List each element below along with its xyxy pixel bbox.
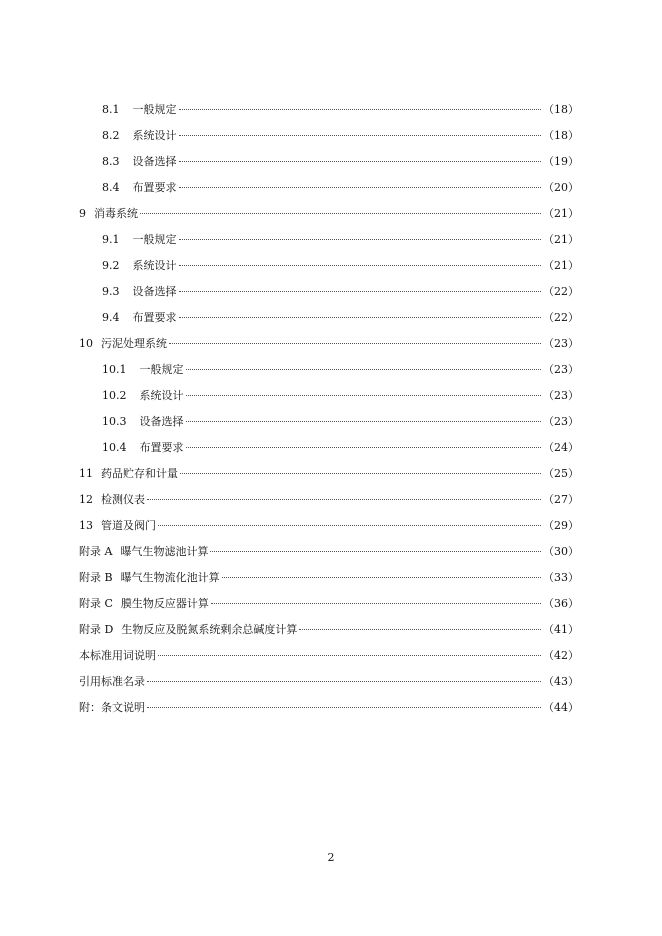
toc-entry-title: 药品贮存和计量 xyxy=(101,467,178,480)
toc-entry-title: 曝气生物滤池计算 xyxy=(120,545,209,558)
toc-entry-number: 9.4 xyxy=(102,311,120,324)
table-of-contents xyxy=(79,100,579,724)
toc-entry[interactable] xyxy=(79,126,579,152)
dot-leader xyxy=(210,550,541,552)
toc-entry[interactable] xyxy=(79,152,579,178)
toc-entry-page: （18） xyxy=(543,129,579,142)
toc-entry[interactable] xyxy=(79,282,579,308)
toc-entry-title: 引用标准名录 xyxy=(79,675,145,688)
toc-entry[interactable] xyxy=(79,464,579,490)
toc-entry-number: 8.4 xyxy=(102,181,120,194)
toc-entry[interactable] xyxy=(79,308,579,334)
toc-entry-number: 9.3 xyxy=(102,285,120,298)
toc-entry-number: 10.1 xyxy=(102,363,127,376)
toc-entry-page: （43） xyxy=(543,675,579,688)
toc-entry-page: （18） xyxy=(543,103,579,116)
toc-entry-number: 8.1 xyxy=(102,103,120,116)
dot-leader xyxy=(147,706,541,708)
toc-entry-title: 设备选择 xyxy=(132,155,177,168)
toc-entry-title: 设备选择 xyxy=(132,285,177,298)
toc-entry[interactable] xyxy=(79,256,579,282)
toc-entry-number: 9.2 xyxy=(102,259,120,272)
toc-entry-number: 8.2 xyxy=(102,129,120,142)
toc-entry-page: （21） xyxy=(543,233,579,246)
toc-entry[interactable] xyxy=(79,334,579,360)
dot-leader xyxy=(299,628,541,630)
toc-entry[interactable] xyxy=(79,698,579,724)
toc-entry[interactable] xyxy=(79,568,579,594)
toc-entry-number: 附录 A xyxy=(79,545,113,558)
toc-entry[interactable] xyxy=(79,646,579,672)
dot-leader xyxy=(186,394,542,396)
toc-entry-title: 系统设计 xyxy=(132,259,177,272)
toc-entry[interactable] xyxy=(79,490,579,516)
dot-leader xyxy=(158,654,541,656)
toc-entry-title: 一般规定 xyxy=(139,363,184,376)
toc-entry[interactable] xyxy=(79,516,579,542)
toc-entry-title: 检测仪表 xyxy=(101,493,145,506)
toc-entry-title: 生物反应及脱氮系统剩余总碱度计算 xyxy=(121,623,298,636)
dot-leader xyxy=(222,576,541,578)
dot-leader xyxy=(179,134,542,136)
toc-entry-title: 布置要求 xyxy=(139,441,184,454)
toc-entry-number: 12 xyxy=(79,493,93,506)
dot-leader xyxy=(140,212,541,214)
toc-entry[interactable] xyxy=(79,542,579,568)
toc-entry-page: （25） xyxy=(543,467,579,480)
toc-entry[interactable] xyxy=(79,230,579,256)
dot-leader xyxy=(186,446,542,448)
toc-entry-page: （44） xyxy=(543,701,579,714)
toc-entry-number: 附录 B xyxy=(79,571,113,584)
toc-entry-page: （23） xyxy=(543,363,579,376)
toc-entry-number: 附录 C xyxy=(79,597,113,610)
dot-leader xyxy=(211,602,541,604)
toc-entry-title: 布置要求 xyxy=(132,311,177,324)
toc-entry-page: （19） xyxy=(543,155,579,168)
toc-entry-page: （33） xyxy=(543,571,579,584)
toc-entry-number: 10.4 xyxy=(102,441,127,454)
toc-entry-number: 附录 D xyxy=(79,623,114,636)
dot-leader xyxy=(169,342,541,344)
toc-entry-page: （23） xyxy=(543,337,579,350)
toc-entry-title: 污泥处理系统 xyxy=(101,337,167,350)
dot-leader xyxy=(147,498,541,500)
toc-entry-page: （22） xyxy=(543,285,579,298)
dot-leader xyxy=(158,524,541,526)
toc-entry-page: （36） xyxy=(543,597,579,610)
toc-entry-page: （22） xyxy=(543,311,579,324)
toc-entry-page: （23） xyxy=(543,389,579,402)
page-number: 2 xyxy=(327,851,335,864)
dot-leader xyxy=(179,160,542,162)
toc-entry[interactable] xyxy=(79,672,579,698)
toc-entry-title: 系统设计 xyxy=(139,389,184,402)
toc-entry-page: （27） xyxy=(543,493,579,506)
toc-entry[interactable] xyxy=(79,438,579,464)
toc-entry-number: 8.3 xyxy=(102,155,120,168)
toc-entry[interactable] xyxy=(79,412,579,438)
toc-entry-number: 11 xyxy=(79,467,93,480)
toc-entry-page: （30） xyxy=(543,545,579,558)
toc-entry-number: 10 xyxy=(79,337,93,350)
toc-entry-title: 一般规定 xyxy=(132,103,177,116)
toc-entry-number: 9.1 xyxy=(102,233,120,246)
toc-entry-number: 10.3 xyxy=(102,415,127,428)
toc-entry-page: （23） xyxy=(543,415,579,428)
dot-leader xyxy=(179,108,542,110)
toc-entry[interactable] xyxy=(79,360,579,386)
dot-leader xyxy=(147,680,541,682)
dot-leader xyxy=(186,368,542,370)
dot-leader xyxy=(179,264,542,266)
toc-entry-page: （21） xyxy=(543,207,579,220)
toc-entry-title: 膜生物反应器计算 xyxy=(120,597,209,610)
toc-entry[interactable] xyxy=(79,386,579,412)
toc-entry-page: （20） xyxy=(543,181,579,194)
toc-entry-title: 布置要求 xyxy=(132,181,177,194)
toc-entry-title: 曝气生物流化池计算 xyxy=(120,571,220,584)
dot-leader xyxy=(180,472,541,474)
toc-entry-title: 本标准用词说明 xyxy=(79,649,156,662)
dot-leader xyxy=(179,238,542,240)
toc-entry-title: 附：条文说明 xyxy=(79,701,145,714)
toc-entry-title: 设备选择 xyxy=(139,415,184,428)
toc-entry[interactable] xyxy=(79,594,579,620)
dot-leader xyxy=(179,290,542,292)
toc-entry[interactable] xyxy=(79,204,579,230)
toc-entry-page: （24） xyxy=(543,441,579,454)
dot-leader xyxy=(179,316,542,318)
toc-entry-page: （41） xyxy=(543,623,579,636)
toc-entry-number: 13 xyxy=(79,519,93,532)
dot-leader xyxy=(186,420,542,422)
toc-entry-number: 9 xyxy=(79,207,86,220)
toc-entry-page: （29） xyxy=(543,519,579,532)
toc-entry[interactable] xyxy=(79,620,579,646)
toc-entry-title: 一般规定 xyxy=(132,233,177,246)
toc-entry[interactable] xyxy=(79,178,579,204)
dot-leader xyxy=(179,186,542,188)
toc-entry-title: 系统设计 xyxy=(132,129,177,142)
toc-entry-page: （42） xyxy=(543,649,579,662)
toc-entry-page: （21） xyxy=(543,259,579,272)
toc-entry[interactable] xyxy=(79,100,579,126)
toc-entry-number: 10.2 xyxy=(102,389,127,402)
toc-entry-title: 管道及阀门 xyxy=(101,519,156,532)
toc-entry-title: 消毒系统 xyxy=(94,207,138,220)
